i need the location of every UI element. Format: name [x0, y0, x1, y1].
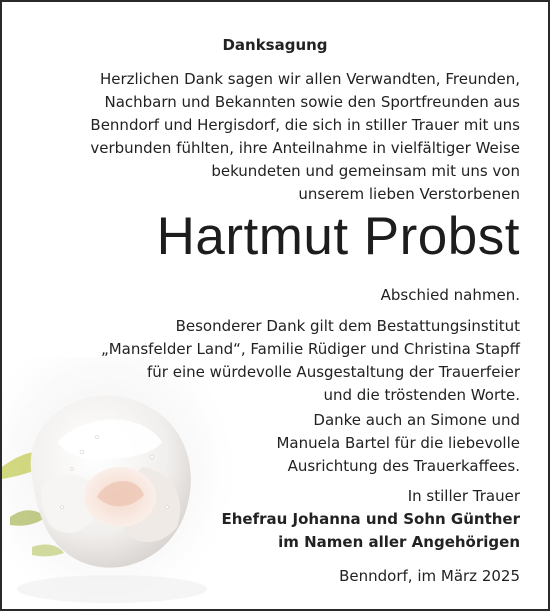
- notice-heading: Danksagung: [222, 36, 328, 54]
- special-thanks-line: „Mansfelder Land“, Familie Rüdiger und Christina Stapff: [100, 340, 520, 358]
- special-thanks-line: und die tröstenden Worte.: [323, 386, 520, 404]
- mourners-intro: In stiller Trauer: [407, 487, 520, 505]
- farewell-text: Abschied nahmen.: [380, 286, 520, 304]
- mourners-signature: [221, 485, 520, 554]
- intro-paragraph: [90, 68, 520, 206]
- special-thanks-paragraph: [101, 315, 520, 407]
- mourners-names: Ehefrau Johanna und Sohn Günther: [221, 510, 520, 528]
- mourners-names-family: im Namen aller Angehörigen: [278, 533, 520, 551]
- more-thanks-line: Ausrichtung des Trauerkaffees.: [287, 457, 520, 475]
- farewell-line: [381, 284, 520, 307]
- intro-line: Herzlichen Dank sagen wir allen Verwandten, Freunden,: [99, 70, 520, 88]
- special-thanks-line: Besonderer Dank gilt dem Bestattungsinstitut: [175, 317, 520, 335]
- special-thanks-line: für eine würdevolle Ausgestaltung der Trauerfeier: [147, 363, 520, 381]
- deceased-name: Hartmut Probst: [156, 207, 520, 266]
- intro-line: unserem lieben Verstorbenen: [298, 185, 520, 203]
- intro-line: Benndorf und Hergisdorf, die sich in stiller Trauer mit uns: [90, 116, 520, 134]
- place-date-text: Benndorf, im März 2025: [339, 567, 520, 585]
- intro-line: bekundeten und gemeinsam mit uns von: [211, 162, 520, 180]
- place-date: [339, 565, 520, 588]
- more-thanks-line: Danke auch an Simone und: [313, 411, 520, 429]
- more-thanks-line: Manuela Bartel für die liebevolle: [276, 434, 520, 452]
- intro-line: Nachbarn und Bekannten sowie den Sportfreunden aus: [104, 93, 520, 111]
- intro-line: verbunden fühlten, ihre Anteilnahme in vielfältiger Weise: [90, 139, 520, 157]
- more-thanks-paragraph: [276, 409, 520, 478]
